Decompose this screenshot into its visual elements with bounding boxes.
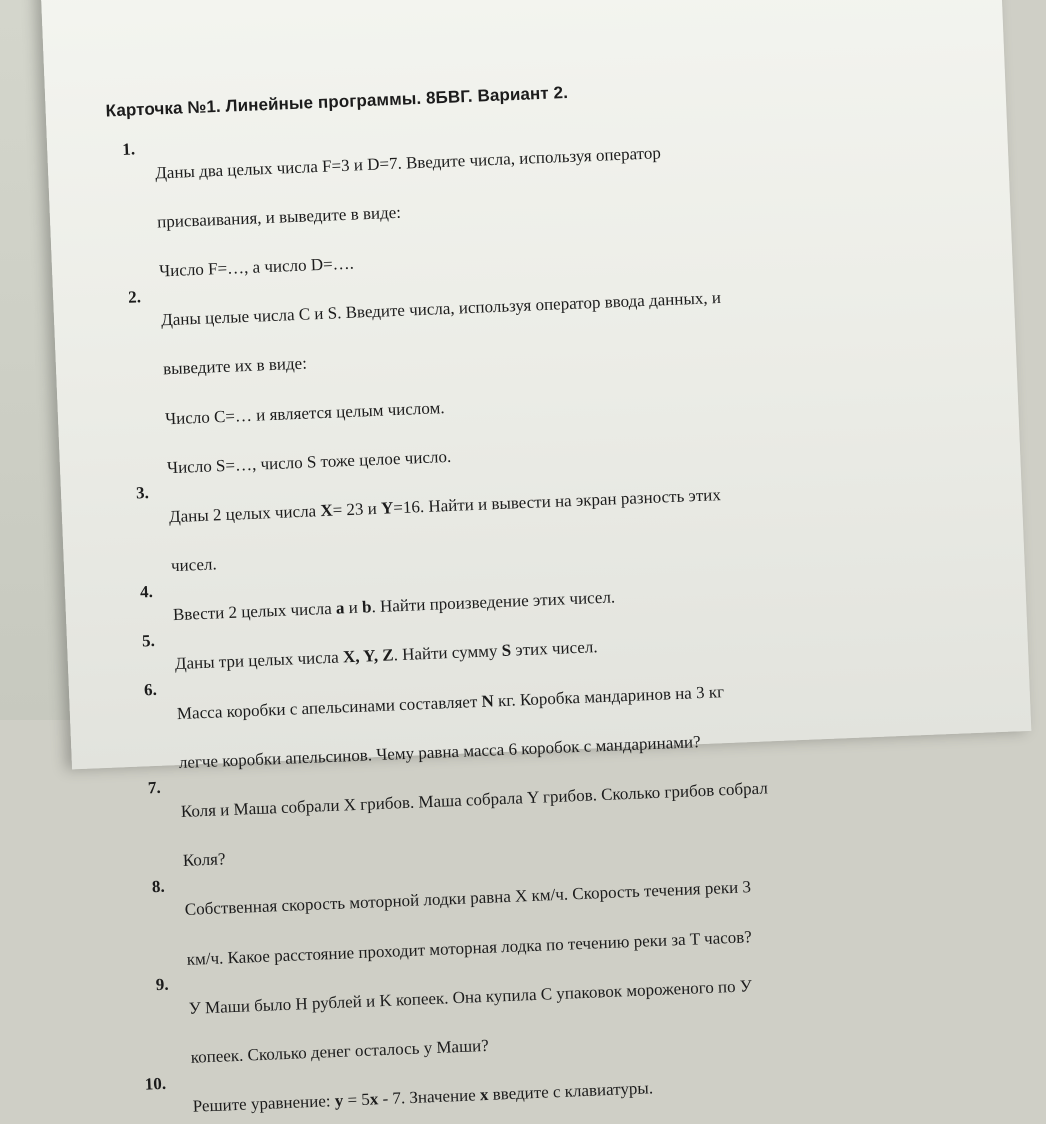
task-number: 2. xyxy=(127,286,142,307)
task-line: выведите их в виде: xyxy=(162,353,308,379)
task-list xyxy=(107,106,946,1121)
variable-y: Y xyxy=(380,498,394,518)
task-line: присваивания, и выведите в виде: xyxy=(156,202,402,232)
task-number: 4. xyxy=(139,581,154,602)
worksheet-paper xyxy=(40,0,1031,1116)
variable-y: y xyxy=(334,1090,344,1111)
task-number: 8. xyxy=(151,876,165,897)
task-fragment: = 23 и xyxy=(332,498,382,520)
task-line: Собственная скорость моторной лодки равна X км/ч. Скорость течения реки 3 xyxy=(184,877,752,920)
task-fragment: Даны 2 целых числа xyxy=(168,501,321,527)
task-fragment: кг. Коробка мандаринов на 3 кг xyxy=(493,681,725,711)
task-number: 5. xyxy=(141,630,156,651)
task-number: 3. xyxy=(135,483,150,503)
task-fragment: = 5 xyxy=(342,1089,371,1110)
variable-x: x xyxy=(369,1089,379,1109)
task-line: Число F=…, а число D=…. xyxy=(158,253,355,281)
task-number: 9. xyxy=(155,974,169,995)
variables-xyz: X, Y, Z xyxy=(342,645,395,667)
task-line: Коля и Маша собрали X грибов. Маша собрала Y грибов. Сколько грибов собрал xyxy=(180,778,769,822)
task-line: Даны два целых числа F=3 и D=7. Введите числа, используя оператор xyxy=(154,142,662,183)
task-line: км/ч. Какое расстояние проходит моторная лодка по течению реки за T часов? xyxy=(186,926,753,969)
task-line: Коля? xyxy=(182,849,226,871)
task-line: чисел. xyxy=(170,554,218,576)
task-number: 6. xyxy=(143,679,158,700)
task-fragment: . Найти сумму xyxy=(393,641,503,665)
task-fragment: Решите уравнение: xyxy=(192,1091,336,1116)
task-number: 1. xyxy=(121,139,136,159)
task-line: Число S=…, число S тоже целое число. xyxy=(166,446,452,478)
card-title: Карточка №1. Линейные программы. 8БВГ. Вариант 2. xyxy=(105,82,569,121)
task-fragment: и xyxy=(344,597,363,618)
variable-x: x xyxy=(479,1085,489,1105)
task-fragment: этих чисел. xyxy=(510,637,598,661)
task-fragment: - 7. Значение xyxy=(377,1085,481,1109)
task-number: 7. xyxy=(147,778,162,798)
variable-a: a xyxy=(335,598,345,618)
task-fragment: . Найти произведение этих чисел. xyxy=(371,587,616,617)
task-fragment: введите с клавиатуры. xyxy=(488,1078,654,1105)
task-fragment: Ввести 2 целых числа xyxy=(172,598,337,625)
task-line: Даны целые числа C и S. Введите числа, используя оператор ввода данных, и xyxy=(160,288,722,330)
task-number: 10. xyxy=(144,1073,167,1094)
task-line: легче коробки апельсинов. Чему равна масса 6 коробок с мандаринами? xyxy=(178,731,701,772)
task-fragment: Масса коробки с апельсинами составляет xyxy=(176,691,482,723)
task-line: копеек. Сколько денег осталось у Маши? xyxy=(190,1035,490,1067)
variable-n: N xyxy=(481,691,495,711)
variable-s: S xyxy=(501,641,512,661)
task-line: Число C=… и является целым числом. xyxy=(164,397,445,428)
task-fragment: Даны три целых числа xyxy=(174,647,344,674)
task-fragment: =16. Найти и вывести на экран разность этих xyxy=(392,485,722,518)
task-line: У Маши было H рублей и K копеек. Она купила C упаковок мороженого по У xyxy=(188,976,753,1018)
variable-x: X xyxy=(319,500,334,521)
task-text xyxy=(160,254,920,481)
variable-b: b xyxy=(361,597,372,617)
task-item xyxy=(113,254,920,483)
worksheet-content xyxy=(105,69,945,1121)
